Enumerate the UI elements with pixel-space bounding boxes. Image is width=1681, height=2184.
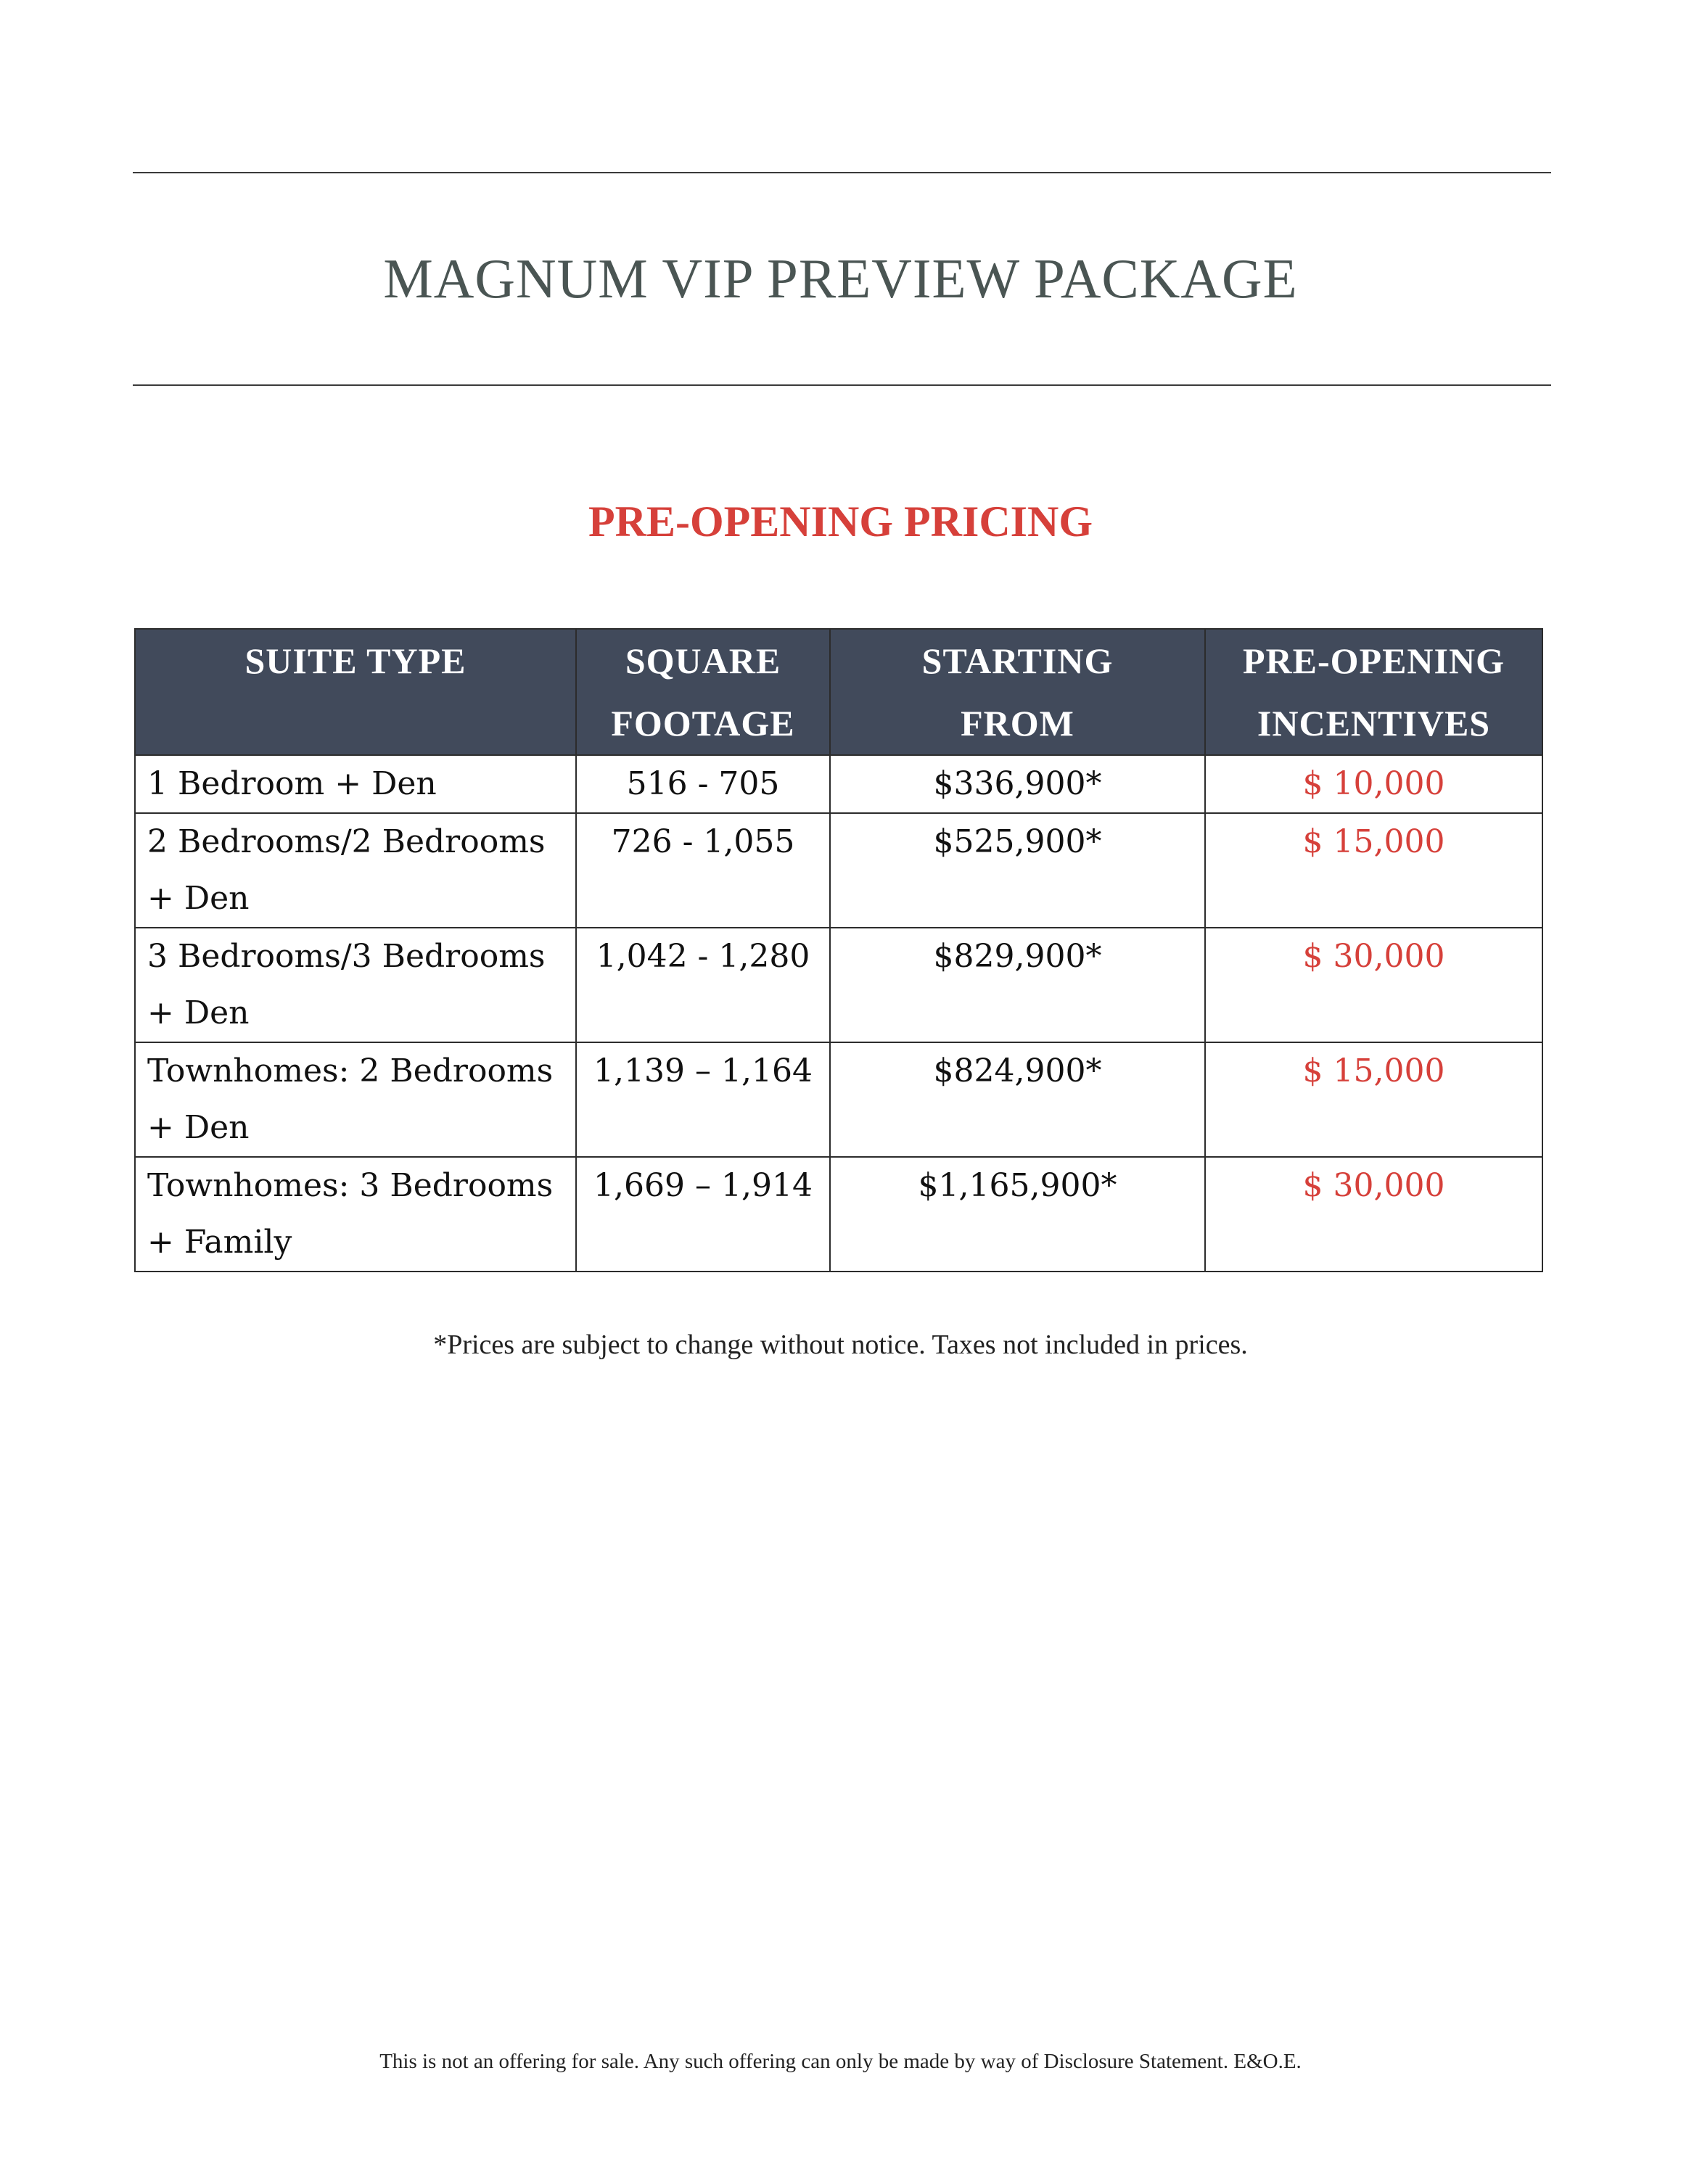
square-footage-cell: 1,042 - 1,280 [576,928,830,1042]
top-divider [133,172,1551,173]
starting-price-cell: $525,900* [830,813,1205,928]
table-row [135,1157,1542,1272]
header-square-footage: SQUARE FOOTAGE [576,629,830,755]
table-row [135,928,1542,1042]
suite-type-cell: 2 Bedrooms/2 Bedrooms + Den [135,813,576,928]
starting-price-cell: $1,165,900* [830,1157,1205,1272]
incentive-cell: $ 30,000 [1205,1157,1542,1272]
incentive-cell: $ 30,000 [1205,928,1542,1042]
header-starting-from: STARTING FROM [830,629,1205,755]
square-footage-cell: 516 - 705 [576,755,830,813]
incentive-cell: $ 15,000 [1205,1042,1542,1157]
suite-type-cell: 3 Bedrooms/3 Bedrooms + Den [135,928,576,1042]
starting-price-cell: $336,900* [830,755,1205,813]
table-row [135,813,1542,928]
section-title: PRE-OPENING PRICING [588,498,1093,545]
table-row [135,1042,1542,1157]
incentive-cell: $ 15,000 [1205,813,1542,928]
legal-disclaimer: This is not an offering for sale. Any such offering can only be made by way of Disclosure Statement. E&O.E. [379,2050,1302,2073]
suite-type-cell: Townhomes: 3 Bedrooms + Family [135,1157,576,1272]
table-row [135,755,1542,813]
suite-type-cell: 1 Bedroom + Den [135,755,576,813]
header-incentives: PRE-OPENING INCENTIVES [1205,629,1542,755]
starting-price-cell: $824,900* [830,1042,1205,1157]
suite-type-cell: Townhomes: 2 Bedrooms + Den [135,1042,576,1157]
page-title: MAGNUM VIP PREVIEW PACKAGE [383,247,1298,310]
starting-price-cell: $829,900* [830,928,1205,1042]
price-footnote: *Prices are subject to change without notice. Taxes not included in prices. [433,1330,1248,1360]
square-footage-cell: 1,139 – 1,164 [576,1042,830,1157]
bottom-divider [133,384,1551,386]
incentive-cell: $ 10,000 [1205,755,1542,813]
header-suite-type: SUITE TYPE [135,629,576,755]
square-footage-cell: 726 - 1,055 [576,813,830,928]
square-footage-cell: 1,669 – 1,914 [576,1157,830,1272]
table-header-row [135,629,1542,755]
pricing-table [134,628,1543,1272]
